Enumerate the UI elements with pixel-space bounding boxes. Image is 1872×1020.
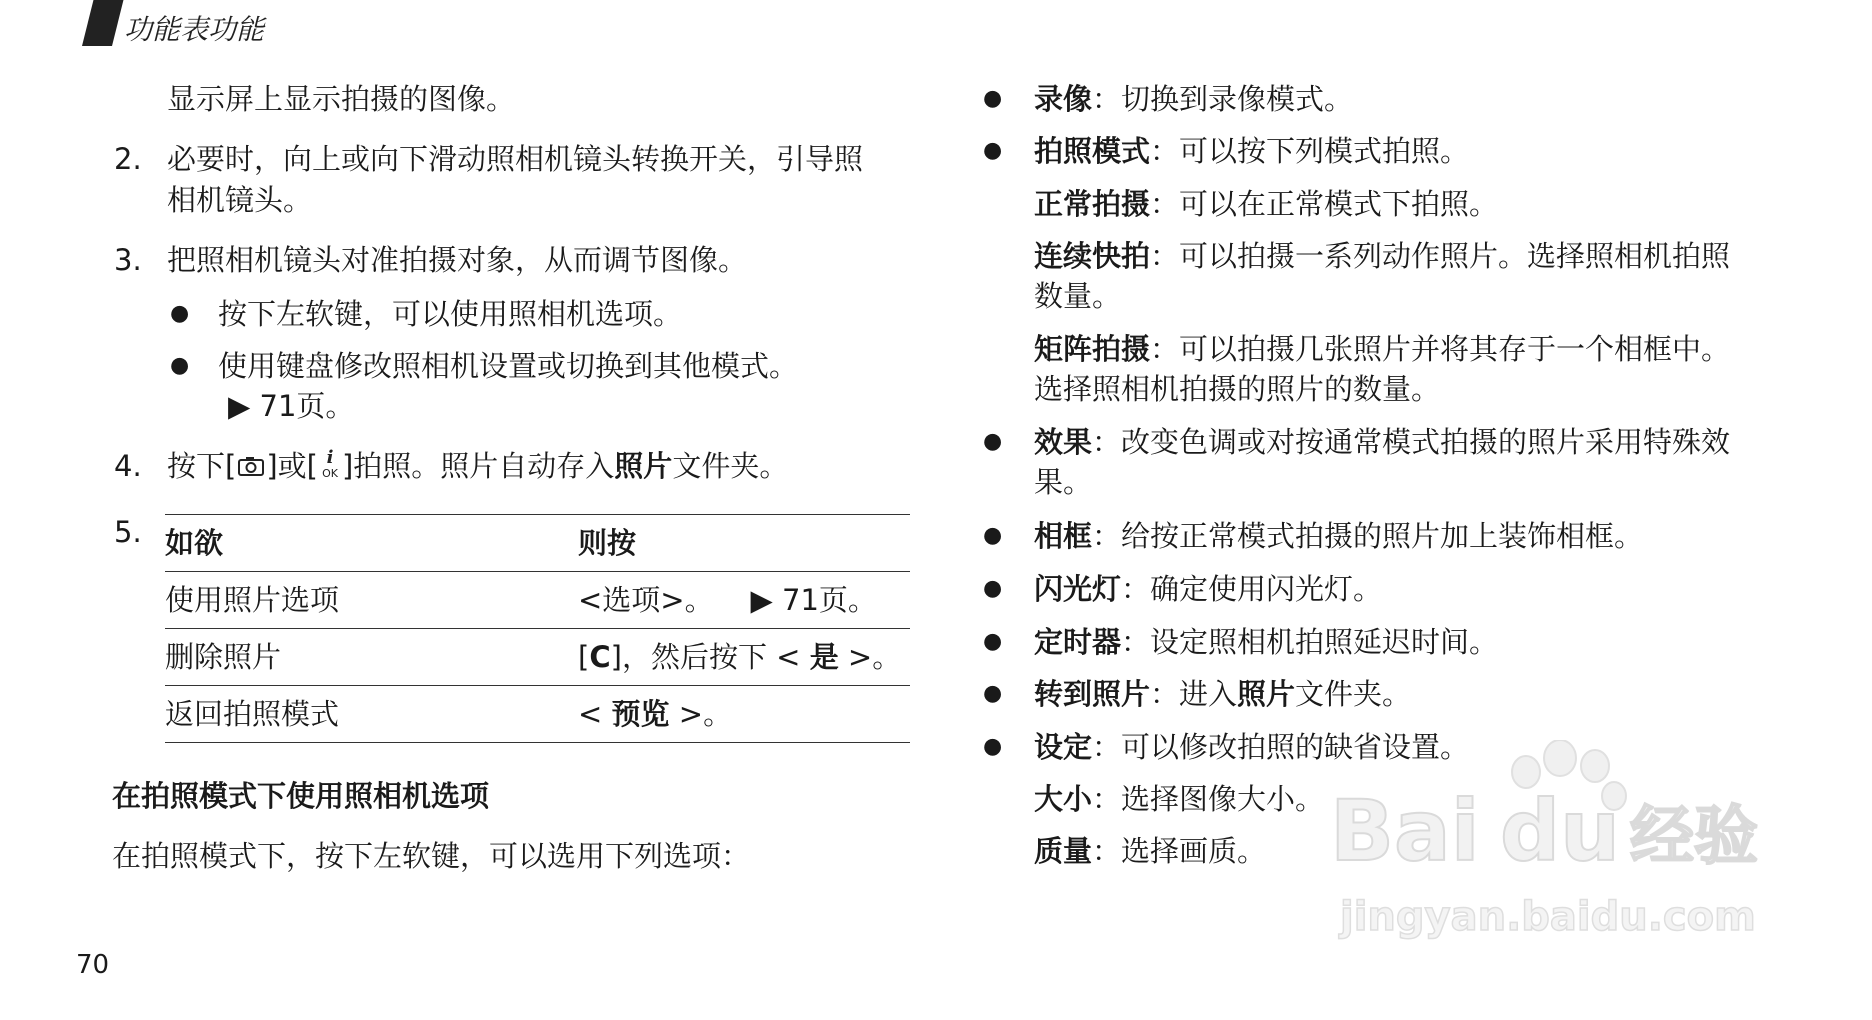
step-5-number: 5.	[114, 515, 142, 549]
table-cell-want: 删除照片	[165, 640, 282, 674]
table-cell-press: [C]，然后按下 < 是 >。	[578, 640, 902, 674]
option-effects: 效果：改变色调或对按通常模式拍摄的照片采用特殊效	[1034, 425, 1731, 459]
table-cell-want: 使用照片选项	[165, 583, 340, 617]
info-ok-icon	[318, 446, 342, 490]
watermark-brand-cn: 经验	[1630, 800, 1758, 874]
step-2-number: 2.	[114, 142, 142, 176]
table-header-row	[165, 514, 910, 571]
watermark-brand: Bai	[1330, 782, 1480, 880]
header-bar	[82, 0, 123, 46]
option-goto-photos: 转到照片：进入照片文件夹。	[1034, 677, 1412, 711]
bullet-dot: ●	[983, 629, 1003, 654]
svg-text:i: i	[326, 447, 334, 468]
option-settings: 设定：可以修改拍照的缺省设置。	[1034, 730, 1470, 764]
bullet-dot: ●	[170, 301, 190, 326]
option-quality: 质量：选择画质。	[1034, 834, 1267, 868]
bullet-dot: ●	[983, 523, 1003, 548]
bullet-dot: ●	[983, 138, 1003, 163]
section-text: 在拍照模式下，按下左软键，可以选用下列选项：	[112, 839, 751, 873]
bullet-dot: ●	[983, 734, 1003, 759]
table-row	[165, 571, 910, 628]
table-cell-want: 返回拍照模式	[165, 697, 340, 731]
option-effects-line2: 果。	[1034, 465, 1093, 499]
option-continuous: 连续快拍：可以拍摄一系列动作照片。选择照相机拍照	[1034, 239, 1731, 273]
step-4-text: 按下[ ]或[ i OK ]拍照。照片自动存入照片文件夹。	[167, 446, 788, 490]
watermark-brand-2: du	[1500, 782, 1620, 880]
section-heading: 在拍照模式下使用照相机选项	[112, 779, 490, 813]
bullet-dot: ●	[983, 429, 1003, 454]
option-flash: 闪光灯：确定使用闪光灯。	[1034, 572, 1383, 606]
baidu-watermark	[1330, 740, 1790, 960]
step-4-number: 4.	[114, 449, 142, 483]
bullet-2-text: 使用键盘修改照相机设置或切换到其他模式。	[218, 349, 799, 383]
step-2-line1: 必要时，向上或向下滑动照相机镜头转换开关，引导照	[167, 142, 864, 176]
bullet-1-text: 按下左软键，可以使用照相机选项。	[218, 297, 683, 331]
table-cell-press: <选项>。 ▶ 71页。	[578, 583, 877, 617]
table-header-want: 如欲	[165, 526, 224, 560]
bullet-dot: ●	[983, 681, 1003, 706]
step-3-number: 3.	[114, 243, 142, 277]
option-size: 大小：选择图像大小。	[1034, 782, 1325, 816]
table-row	[165, 628, 910, 685]
table-header-press: 则按	[578, 526, 637, 560]
bullet-dot: ●	[983, 576, 1003, 601]
step-2-line2: 相机镜头。	[167, 183, 313, 217]
table-row	[165, 685, 910, 743]
bullet-dot: ●	[170, 353, 190, 378]
page-title: 功能表功能	[124, 13, 265, 46]
option-shoot-mode: 拍照模式：可以按下列模式拍照。	[1034, 134, 1470, 168]
intro-line: 显示屏上显示拍摄的图像。	[167, 82, 516, 116]
step-3-text: 把照相机镜头对准拍摄对象，从而调节图像。	[167, 243, 748, 277]
camera-icon	[236, 448, 266, 488]
option-frame: 相框：给按正常模式拍摄的照片加上装饰相框。	[1034, 519, 1644, 553]
option-matrix: 矩阵拍摄：可以拍摄几张照片并将其存于一个相框中。	[1034, 332, 1731, 366]
option-normal: 正常拍摄：可以在正常模式下拍照。	[1034, 187, 1499, 221]
watermark-url: jingyan.baidu.com	[1340, 894, 1756, 940]
table-cell-press: < 预览 >。	[578, 697, 733, 731]
option-continuous-line2: 数量。	[1034, 279, 1122, 313]
page-number: 70	[76, 950, 110, 980]
instruction-table	[165, 514, 910, 743]
bullet-2-ref: ▶ 71页。	[228, 389, 355, 423]
bullet-dot: ●	[983, 86, 1003, 111]
svg-text:OK: OK	[322, 467, 338, 480]
option-record: 录像：切换到录像模式。	[1034, 82, 1354, 116]
option-timer: 定时器：设定照相机拍照延迟时间。	[1034, 625, 1499, 659]
option-matrix-line2: 选择照相机拍摄的照片的数量。	[1034, 372, 1441, 406]
